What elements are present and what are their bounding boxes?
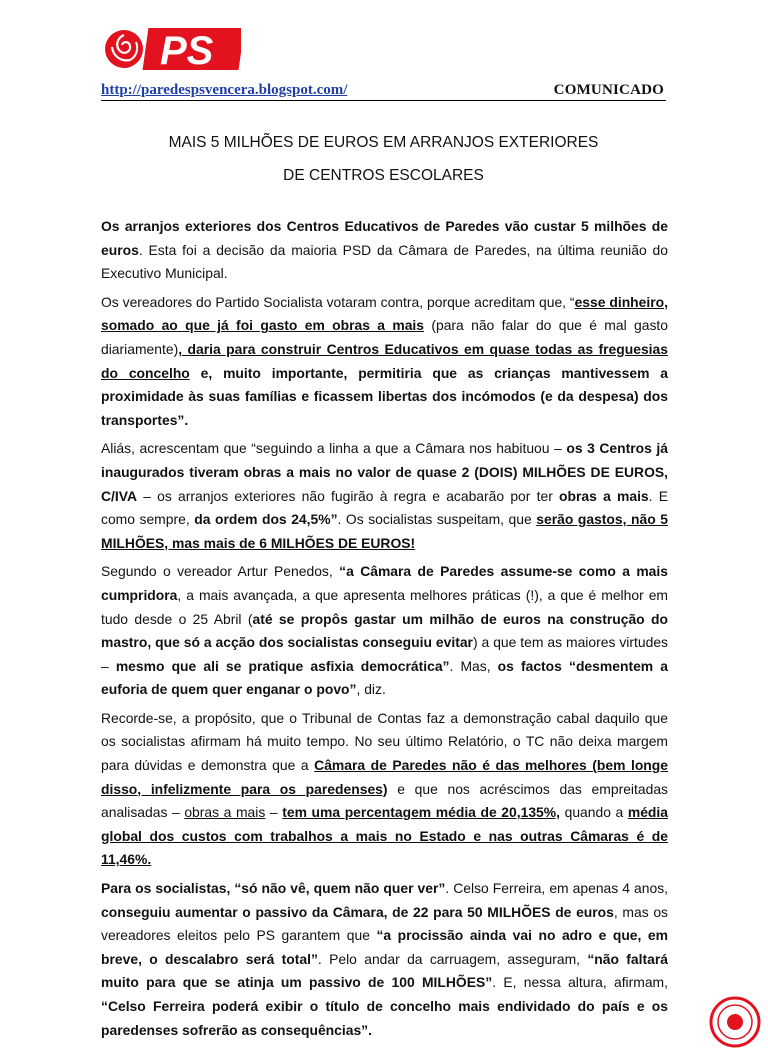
paragraph: [101, 291, 668, 433]
text-segment: . E, nessa altura, afirmam,: [492, 974, 668, 991]
text-segment: média global dos custos com trabalhos a mais no Estado e nas outras Câmaras é de 11,46%.: [101, 804, 669, 868]
paragraph: [101, 437, 668, 555]
header-row: [101, 80, 666, 101]
paragraph: [101, 560, 668, 702]
text-segment: (para não falar do que é mal gasto diariamente): [101, 317, 668, 357]
blog-url-link[interactable]: http://paredespsvencera.blogspot.com/: [101, 82, 348, 98]
text-segment: , mas os vereadores eleitos pelo PS garantem que: [101, 903, 668, 944]
text-segment: Recorde-se, a propósito, que o Tribunal de Contas faz a demonstração cabal daquilo que os socialistas afirmam há muito tempo. No seu último Relatório, o TC não deixa margem para dúvidas e demonstra que a: [101, 709, 668, 774]
paragraph: [101, 877, 668, 1042]
text-segment: Os vereadores do Partido Socialista votaram contra, porque acreditam que, “: [101, 293, 575, 310]
text-segment: até se propôs gastar um milhão de euros na construção do mastro, que só a acção dos socialistas conseguiu evitar: [101, 610, 668, 651]
text-segment: Os arranjos exteriores dos Centros Educativos de Paredes vão custar 5 milhões de euros: [101, 218, 668, 258]
text-segment: , diz.: [356, 681, 386, 698]
text-segment: Câmara de Paredes não é das melhores (bem longe disso, infelizmente para os paredenses): [101, 757, 669, 797]
text-segment: e que nos acréscimos das empreitadas analisadas –: [101, 780, 668, 821]
text-segment: Para os socialistas, “só não vê, quem não quer ver”: [101, 880, 446, 897]
text-segment: conseguiu aumentar o passivo da Câmara, de 22 para 50 MILHÕES de euros: [101, 903, 614, 920]
ps-logo-graphic: [103, 24, 241, 74]
text-segment: “a procissão ainda vai no adro e que, em breve, o descalabro será total”: [101, 927, 668, 967]
text-segment: . Pelo andar da carruagem, asseguram,: [317, 950, 588, 967]
rose-icon: [105, 30, 143, 68]
text-segment: . E como sempre,: [101, 487, 669, 528]
text-segment: . Os socialistas suspeitam, que: [337, 511, 537, 528]
text-segment: os 3 Centros já inaugurados tiveram obras a mais no valor de quase 2 (DOIS) MILHÕES DE EUROS, C/IVA: [101, 440, 668, 504]
text-segment: e, muito importante, permitiria que as crianças mantivessem a proximidade às suas famílias e ficassem libertas dos incómodos (e da despesa) dos transportes”.: [101, 364, 668, 428]
seal-icon: [709, 996, 761, 1048]
document-title-line-2: DE CENTROS ESCOLARES: [283, 167, 484, 184]
text-segment: . Mas,: [449, 657, 498, 674]
text-segment: – os arranjos exteriores não fugirão à regra e acabarão por ter: [137, 487, 560, 504]
text-segment: “Celso Ferreira poderá exibir o título de concelho mais endividado do país e os paredenses sofrerão as consequências”.: [101, 998, 668, 1038]
text-segment: ) a que tem as maiores virtudes –: [101, 634, 668, 674]
text-segment: Aliás, acrescentam que “seguindo a linha a que a Câmara nos habituou –: [101, 440, 567, 457]
text-segment: “a Câmara de Paredes assume-se como a mais cumpridora: [101, 563, 668, 603]
text-segment: mesmo que ali se pratique asfixia democrática”: [115, 657, 450, 674]
text-segment: tem uma percentagem média de 20,135%,: [282, 804, 560, 821]
text-segment: quando a: [560, 804, 628, 821]
ps-logo: [103, 24, 241, 74]
text-segment: da ordem dos 24,5%”: [194, 511, 338, 528]
text-segment: obras a mais: [184, 804, 266, 821]
document-label: COMUNICADO: [553, 82, 664, 98]
text-segment: –: [265, 804, 283, 821]
paragraph: [101, 707, 668, 872]
text-segment: , daria para construir Centros Educativos em quase todas as freguesias do concelho: [101, 340, 668, 381]
text-segment: , a mais avançada, a que apresenta melhores práticas (!), a que é melhor em tudo desde o 25 Abril (: [101, 586, 668, 627]
text-segment: serão gastos, não 5 MILHÕES, mas mais de 6 MILHÕES DE EUROS!: [101, 511, 668, 551]
text-segment: . Celso Ferreira, em apenas 4 anos,: [445, 880, 668, 897]
text-segment: . Esta foi a decisão da maioria PSD da Câmara de Paredes, na última reunião do Executivo Municipal.: [101, 241, 668, 282]
press-release-body: [101, 215, 668, 1047]
text-segment: Segundo o vereador Artur Penedos,: [101, 563, 340, 580]
text-segment: “não faltará muito para que se atinja um passivo de 100 MILHÕES”: [101, 950, 668, 991]
text-segment: esse dinheiro, somado ao que já foi gasto em obras a mais: [101, 293, 668, 334]
paragraph: [101, 215, 668, 286]
document-title-line-1: MAIS 5 MILHÕES DE EUROS EM ARRANJOS EXTERIORES: [168, 134, 599, 151]
text-segment: os factos “desmentem a euforia de quem quer enganar o povo”: [101, 657, 668, 698]
ps-seal-logo: [709, 996, 761, 1048]
text-segment: obras a mais: [559, 487, 649, 504]
svg-text:PS: PS: [160, 29, 214, 73]
